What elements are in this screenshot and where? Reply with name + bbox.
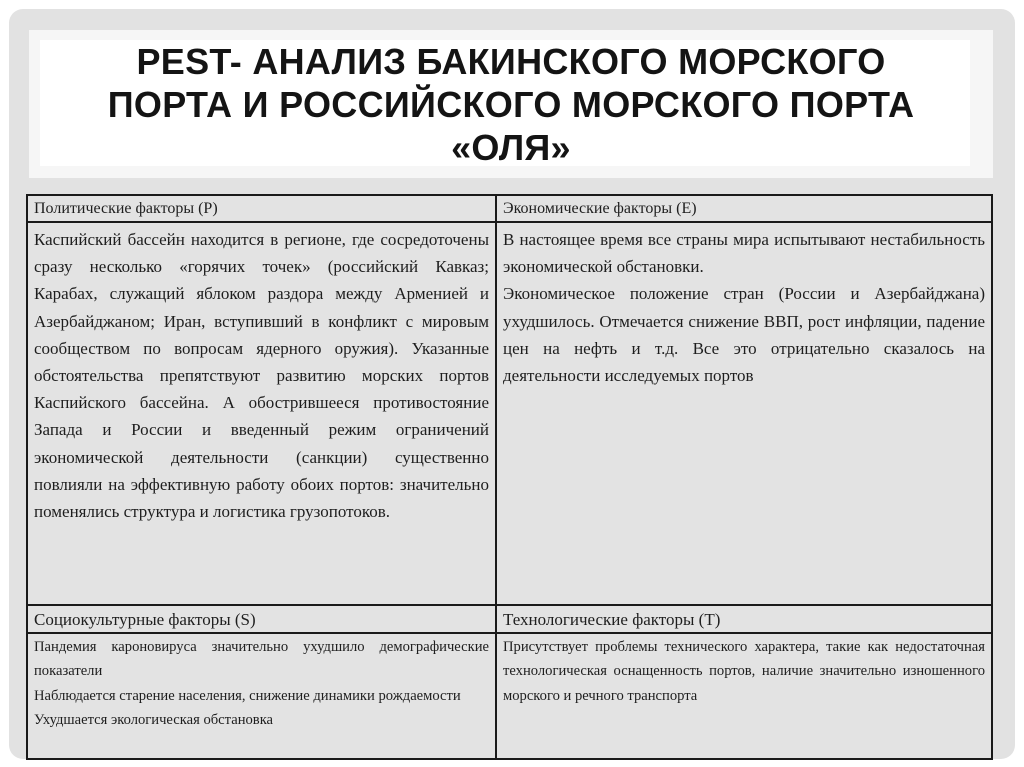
economic-cell xyxy=(496,222,992,605)
social-paragraph-3: Ухудшается экологическая обстановка xyxy=(34,712,274,729)
body-row-2 xyxy=(27,633,992,759)
title-line-3: «ОЛЯ» xyxy=(451,127,571,168)
pest-table xyxy=(26,194,993,760)
technological-header: Технологические факторы (T) xyxy=(496,605,992,633)
title-line-2: ПОРТА И РОССИЙСКОГО МОРСКОГО ПОРТА xyxy=(107,84,915,125)
social-paragraph-2: Наблюдается старение населения, снижение динамики рождаемости xyxy=(34,687,461,704)
body-row-1 xyxy=(27,222,992,605)
slide-title xyxy=(29,40,993,169)
economic-header: Экономические факторы (E) xyxy=(496,195,992,222)
political-header: Политические факторы (P) xyxy=(27,195,496,222)
political-paragraph: Каспийский бассейн находится в регионе, где сосредоточены сразу несколько «горячих точек» (российский Кавказ; Карабах, служащий яблоком раздора между Арменией и Азербайджаном; Иран, вступивший в конфликт с мировым сообществом по вопросам ядерного оружия). Указанные обстоятельства препятствуют развитию морских портов Каспийского бассейна. А обострившееся противостояние Запада и России и введенный режим ограничений экономической деятельности (санкции) существенно повлияли на эффективную работу обоих портов: значительно поменялись структура и логистика грузопотоков. xyxy=(34,230,489,522)
economic-paragraph-2: Экономическое положение стран (России и Азербайджана) ухудшилось. Отмечается снижение ВВП, рост инфляции, падение цен на нефть и т.д. Все это отрицательно сказалось на деятельности исследуемых портов xyxy=(503,284,985,386)
technological-cell xyxy=(496,633,992,759)
political-cell xyxy=(27,222,496,605)
title-line-1: PEST- АНАЛИЗ БАКИНСКОГО МОРСКОГО xyxy=(136,41,886,82)
social-cell xyxy=(27,633,496,759)
social-paragraph-1: Пандемия кароновируса значительно ухудшило демографические показатели xyxy=(34,639,489,680)
social-header: Социокультурные факторы (S) xyxy=(27,605,496,633)
economic-paragraph-1: В настоящее время все страны мира испытывают нестабильность экономической обстановки. xyxy=(503,230,985,277)
header-row-1 xyxy=(27,195,992,222)
technological-paragraph: Присутствует проблемы технического характера, такие как недостаточная технологическая оснащенность портов, наличие значительно изношенного морского и речного транспорта xyxy=(503,639,985,704)
header-row-2 xyxy=(27,605,992,633)
